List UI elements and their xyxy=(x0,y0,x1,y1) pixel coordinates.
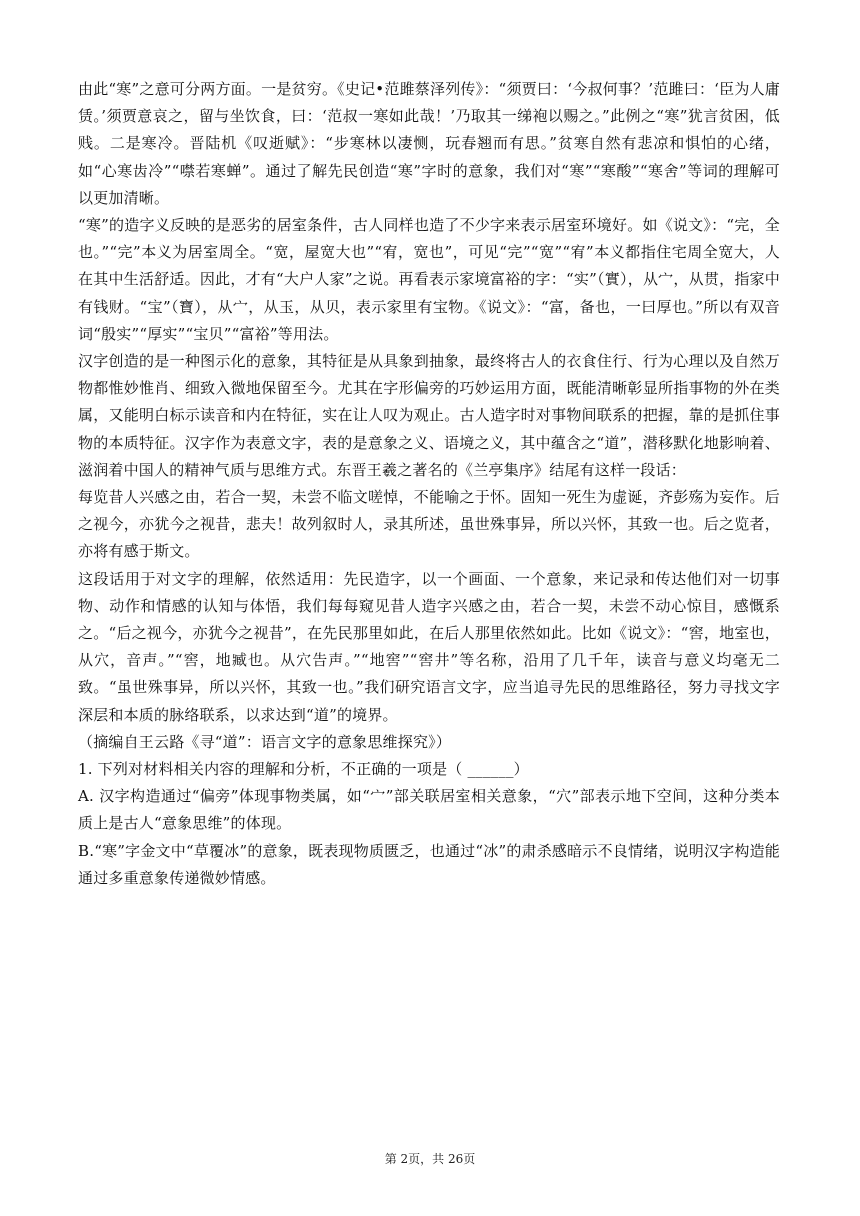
paragraph-dwelling-characters: “寒”的造字义反映的是恶劣的居室条件，古人同样也造了不少字来表示居室环境好。如《说文》：“完，全也。”“完”本义为居室周全。“宽，屋宽大也”“宥，宽也”，可见“完”“宽”“宥”本义都指住宅周全宽大，人在其中生活舒适。因此，才有“大户人家”之说。再看表示家境富裕的字：“实”（實），从宀，从贯，指家中有钱财。“宝”（寶），从宀，从玉，从贝，表示家里有宝物。《说文》：“富，备也，一曰厚也。”所以有双音词“殷实”“厚实”“宝贝”“富裕”等用法。 xyxy=(78,216,780,343)
paragraph-character-imagery: 汉字创造的是一种图示化的意象，其特征是从具象到抽象，最终将古人的衣食住行、行为心理以及自然万物都惟妙惟肖、细致入微地保留至今。尤其在字形偏旁的巧妙运用方面，既能清晰彰显所指事物的外在类属，又能明白标示读音和内在特征，实在让人叹为观止。古人造字时对事物间联系的把握，靠的是抓住事物的本质特征。汉字作为表意文字，表的是意象之义、语境之义，其中蕴含之“道”，潜移默化地影响着、滋润着中国人的精神气质与思维方式。东晋王羲之著名的《兰亭集序》结尾有这样一段话： xyxy=(78,352,780,479)
document-body xyxy=(78,76,780,892)
option-b: B.“寒”字金文中“草覆冰”的意象，既表现物质匮乏，也通过“冰”的肃杀感暗示不良情绪，说明汉字构造能通过多重意象传递微妙情感。 xyxy=(78,841,780,887)
paragraph-cold-meaning: 由此“寒”之意可分两方面。一是贫穷。《史记•范雎蔡泽列传》：“须贾曰：‘今叔何事？’范雎曰：‘臣为人庸赁。’须贾意哀之，留与坐饮食，曰：‘范叔一寒如此哉！’乃取其一绨袍以赐之。”此例之“寒”犹言贫困，低贱。二是寒冷。晋陆机《叹逝赋》：“步寒林以凄恻，玩春翘而有思。”贫寒自然有悲凉和惧怕的心绪，如“心寒齿冷”“噤若寒蝉”。通过了解先民创造“寒”字时的意象，我们对“寒”“寒酸”“寒舍”等词的理解可以更加清晰。 xyxy=(78,80,780,207)
source-citation: （摘编自王云路《寻“道”：语言文字的意象思维探究》） xyxy=(78,732,452,751)
paragraph-interpretation: 这段话用于对文字的理解，依然适用：先民造字，以一个画面、一个意象，来记录和传达他们对一切事物、动作和情感的认知与体悟，我们每每窥见昔人造字兴感之由，若合一契，未尝不动心惊目，感慨系之。“后之视今，亦犹今之视昔”，在先民那里如此，在后人那里依然如此。比如《说文》：“窖，地室也，从穴，音声。”“窖，地臧也。从穴告声。”“地窖”“窖井”等名称，沿用了几千年，读音与意义均毫无二致。“虽世殊事异，所以兴怀，其致一也。”我们研究语言文字，应当追寻先民的思维路径，努力寻找文字深层和本质的脉络联系，以求达到“道”的境界。 xyxy=(78,569,780,724)
option-a: A. 汉字构造通过“偏旁”体现事物类属，如“宀”部关联居室相关意象，“穴”部表示地下空间，这种分类本质上是古人“意象思维”的体现。 xyxy=(78,787,780,833)
page-number-footer: 第 2页，共 26页 xyxy=(384,1152,476,1166)
question-1-stem: 1. 下列对材料相关内容的理解和分析，不正确的一项是（ ______） xyxy=(78,760,529,779)
paragraph-lanting-quote: 每览昔人兴感之由，若合一契，未尝不临文嗟悼，不能喻之于怀。固知一死生为虚诞，齐彭殇为妄作。后之视今，亦犹今之视昔，悲夫！故列叙时人，录其所述，虽世殊事异，所以兴怀，其致一也。后之览者，亦将有感于斯文。 xyxy=(78,488,780,561)
